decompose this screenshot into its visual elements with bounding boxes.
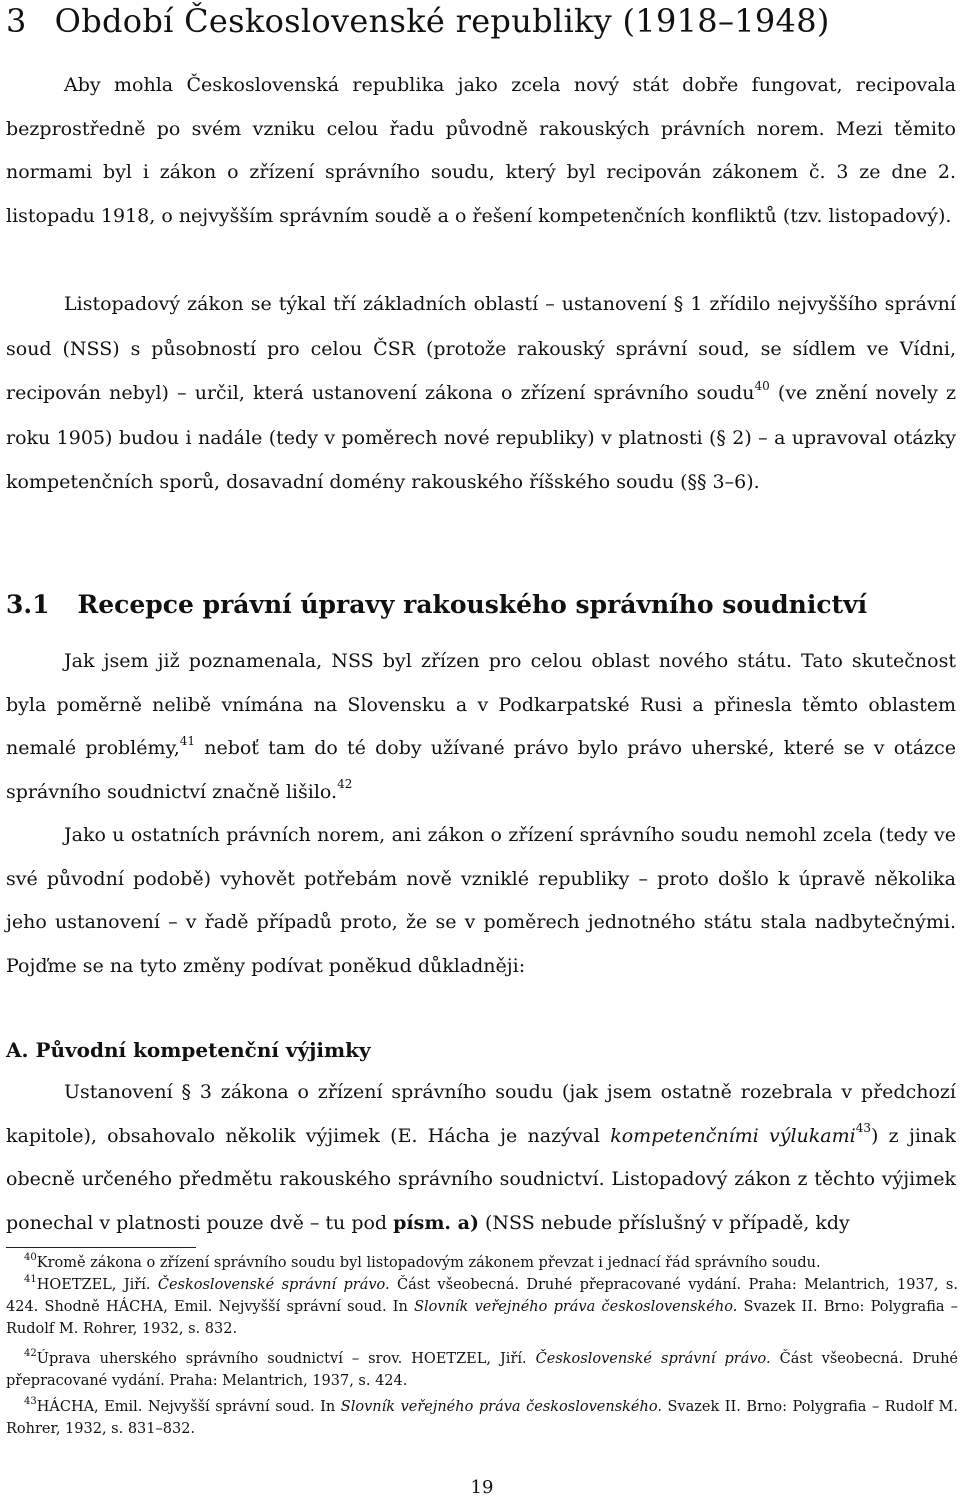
section-heading bbox=[6, 590, 867, 619]
subsection-emphasis: kompetenčními výlukami bbox=[610, 1124, 856, 1147]
footnote-43-emphasis: Slovník veřejného práva československého. bbox=[340, 1399, 662, 1415]
footnote-43 bbox=[6, 1396, 958, 1440]
section-paragraph-1-text-b: neboť tam do té doby užívané právo bylo právo uherské, které se v otázce správního soudnictví značně lišilo. bbox=[6, 737, 957, 803]
chapter-paragraph-1-text: Aby mohla Československá republika jako zcela nový stát dobře fungovat, recipovala bezprostředně po svém vzniku celou řadu původně rakouských právních norem. Mezi těmito normami byl i zákon o zřízení správního soudu, který byl recipován zákonem č. 3 ze dne 2. listopadu 1918, o nejvyšším správním soudě a o řešení kompetenčních konfliktů (tzv. listopadový). bbox=[6, 74, 956, 227]
subsection-paragraph-text-a: Ustanovení § 3 zákona o zřízení správního soudu (jak jsem ostatně rozebrala v předchozí kapitole), obsahovalo několik výjimek (E. Hácha je nazýval bbox=[6, 1081, 956, 1147]
footnote-43-text-b: Svazek II. Brno: Polygrafia – Rudolf M. Rohrer, 1932, s. 831–832. bbox=[6, 1399, 959, 1437]
chapter-paragraph-1 bbox=[6, 64, 956, 238]
footnote-41 bbox=[6, 1274, 958, 1340]
footnote-ref-41[interactable]: 41 bbox=[179, 733, 196, 748]
footnote-41-text-a: HOETZEL, Jiří. bbox=[36, 1277, 158, 1293]
footnote-42-emphasis: Československé správní právo. bbox=[535, 1351, 771, 1367]
footnote-41-text-b: Část všeobecná. Druhé přepracované vydání. Praha: Melantrich, 1937, s. 424. Shodně HÁCHA, Emil. Nejvyšší správní soud. In bbox=[6, 1277, 958, 1315]
footnote-42 bbox=[6, 1348, 958, 1392]
subsection-paragraph bbox=[6, 1071, 956, 1245]
section-paragraph-2 bbox=[6, 814, 956, 988]
section-paragraph-2-text: Jako u ostatních právních norem, ani zákon o zřízení správního soudu nemohl zcela (tedy ve své původní podobě) vyhovět potřebám nově vzniklé republiky – proto došlo k úpravě několika jeho ustanovení – v řadě případů proto, že se v poměrech jednotného státu stala nadbytečnými. Pojďme se na tyto změny podívat poněkud důkladněji: bbox=[6, 824, 956, 977]
subsection-paragraph-text-b: ) z jinak obecně určeného předmětu rakouského správního soudnictví. Listopadový zákon z těchto výjimek ponechal v platnosti pouze dvě – tu pod bbox=[6, 1124, 956, 1234]
section-paragraph-1 bbox=[6, 640, 956, 814]
footnote-41-number: 41 bbox=[24, 1274, 37, 1286]
footnote-41-emphasis-2: Slovník veřejného práva československého. bbox=[414, 1299, 738, 1315]
footnote-41-emphasis-1: Československé správní právo. bbox=[157, 1277, 390, 1293]
footnote-40-number: 40 bbox=[24, 1252, 37, 1264]
subsection-paragraph-text-c: (NSS nebude příslušný v případě, kdy bbox=[478, 1211, 850, 1234]
subsection-heading: A. Původní kompetenční výjimky bbox=[6, 1038, 371, 1062]
section-paragraph-1-text-a: Jak jsem již poznamenala, NSS byl zřízen pro celou oblast nového státu. Tato skutečnost byla poměrně nelibě vnímána na Slovensku a v Podkarpatské Rusi a přinesla těmto oblastem nemalé problémy, bbox=[6, 650, 956, 759]
footnote-42-text-a: Úprava uherského správního soudnictví – srov. HOETZEL, Jiří. bbox=[36, 1351, 536, 1367]
chapter-number: 3 bbox=[6, 2, 27, 40]
page-number: 19 bbox=[470, 1477, 494, 1498]
footnote-ref-43[interactable]: 43 bbox=[855, 1121, 872, 1136]
chapter-paragraph-2 bbox=[6, 282, 956, 505]
chapter-heading bbox=[6, 2, 830, 40]
footnote-ref-42[interactable]: 42 bbox=[337, 777, 353, 792]
footnote-40-text: Kromě zákona o zřízení správního soudu byl listopadovým zákonem převzat i jednací řád správního soudu. bbox=[36, 1255, 821, 1271]
chapter-paragraph-2-text-a: Listopadový zákon se týkal tří základních oblastí – ustanovení § 1 zřídilo nejvyššího správní soud (NSS) s působností pro celou ČSR (protože rakouský správní soud, se sídlem ve Vídni, recipován nebyl) – určil, která ustanovení zákona o zřízení správního soudu bbox=[6, 293, 956, 404]
footnote-43-text-a: HÁCHA, Emil. Nejvyšší správní soud. In bbox=[36, 1399, 341, 1415]
subsection-bold: písm. a) bbox=[393, 1211, 479, 1234]
footnote-41-text-c: Svazek II. Brno: Polygrafia – Rudolf M. Rohrer, 1932, s. 832. bbox=[6, 1299, 958, 1337]
footnote-42-text-b: Část všeobecná. Druhé přepracované vydání. Praha: Melantrich, 1937, s. 424. bbox=[6, 1351, 958, 1389]
chapter-paragraph-2-text-b: (ve znění novely z roku 1905) budou i nadále (tedy v poměrech nové republiky) v platnosti (§ 2) – a upravoval otázky kompetenčních sporů, dosavadní domény rakouského říšského soudu (§§ 3–6). bbox=[6, 382, 957, 493]
footnote-ref-40[interactable]: 40 bbox=[754, 378, 770, 393]
footnote-42-number: 42 bbox=[24, 1348, 37, 1360]
section-number: 3.1 bbox=[6, 590, 50, 619]
footnote-43-number: 43 bbox=[24, 1396, 37, 1408]
footnote-divider bbox=[6, 1247, 196, 1248]
footnote-40 bbox=[6, 1252, 958, 1274]
chapter-title: Období Československé republiky (1918–1948) bbox=[54, 2, 830, 40]
section-title: Recepce právní úpravy rakouského správního soudnictví bbox=[77, 590, 868, 619]
